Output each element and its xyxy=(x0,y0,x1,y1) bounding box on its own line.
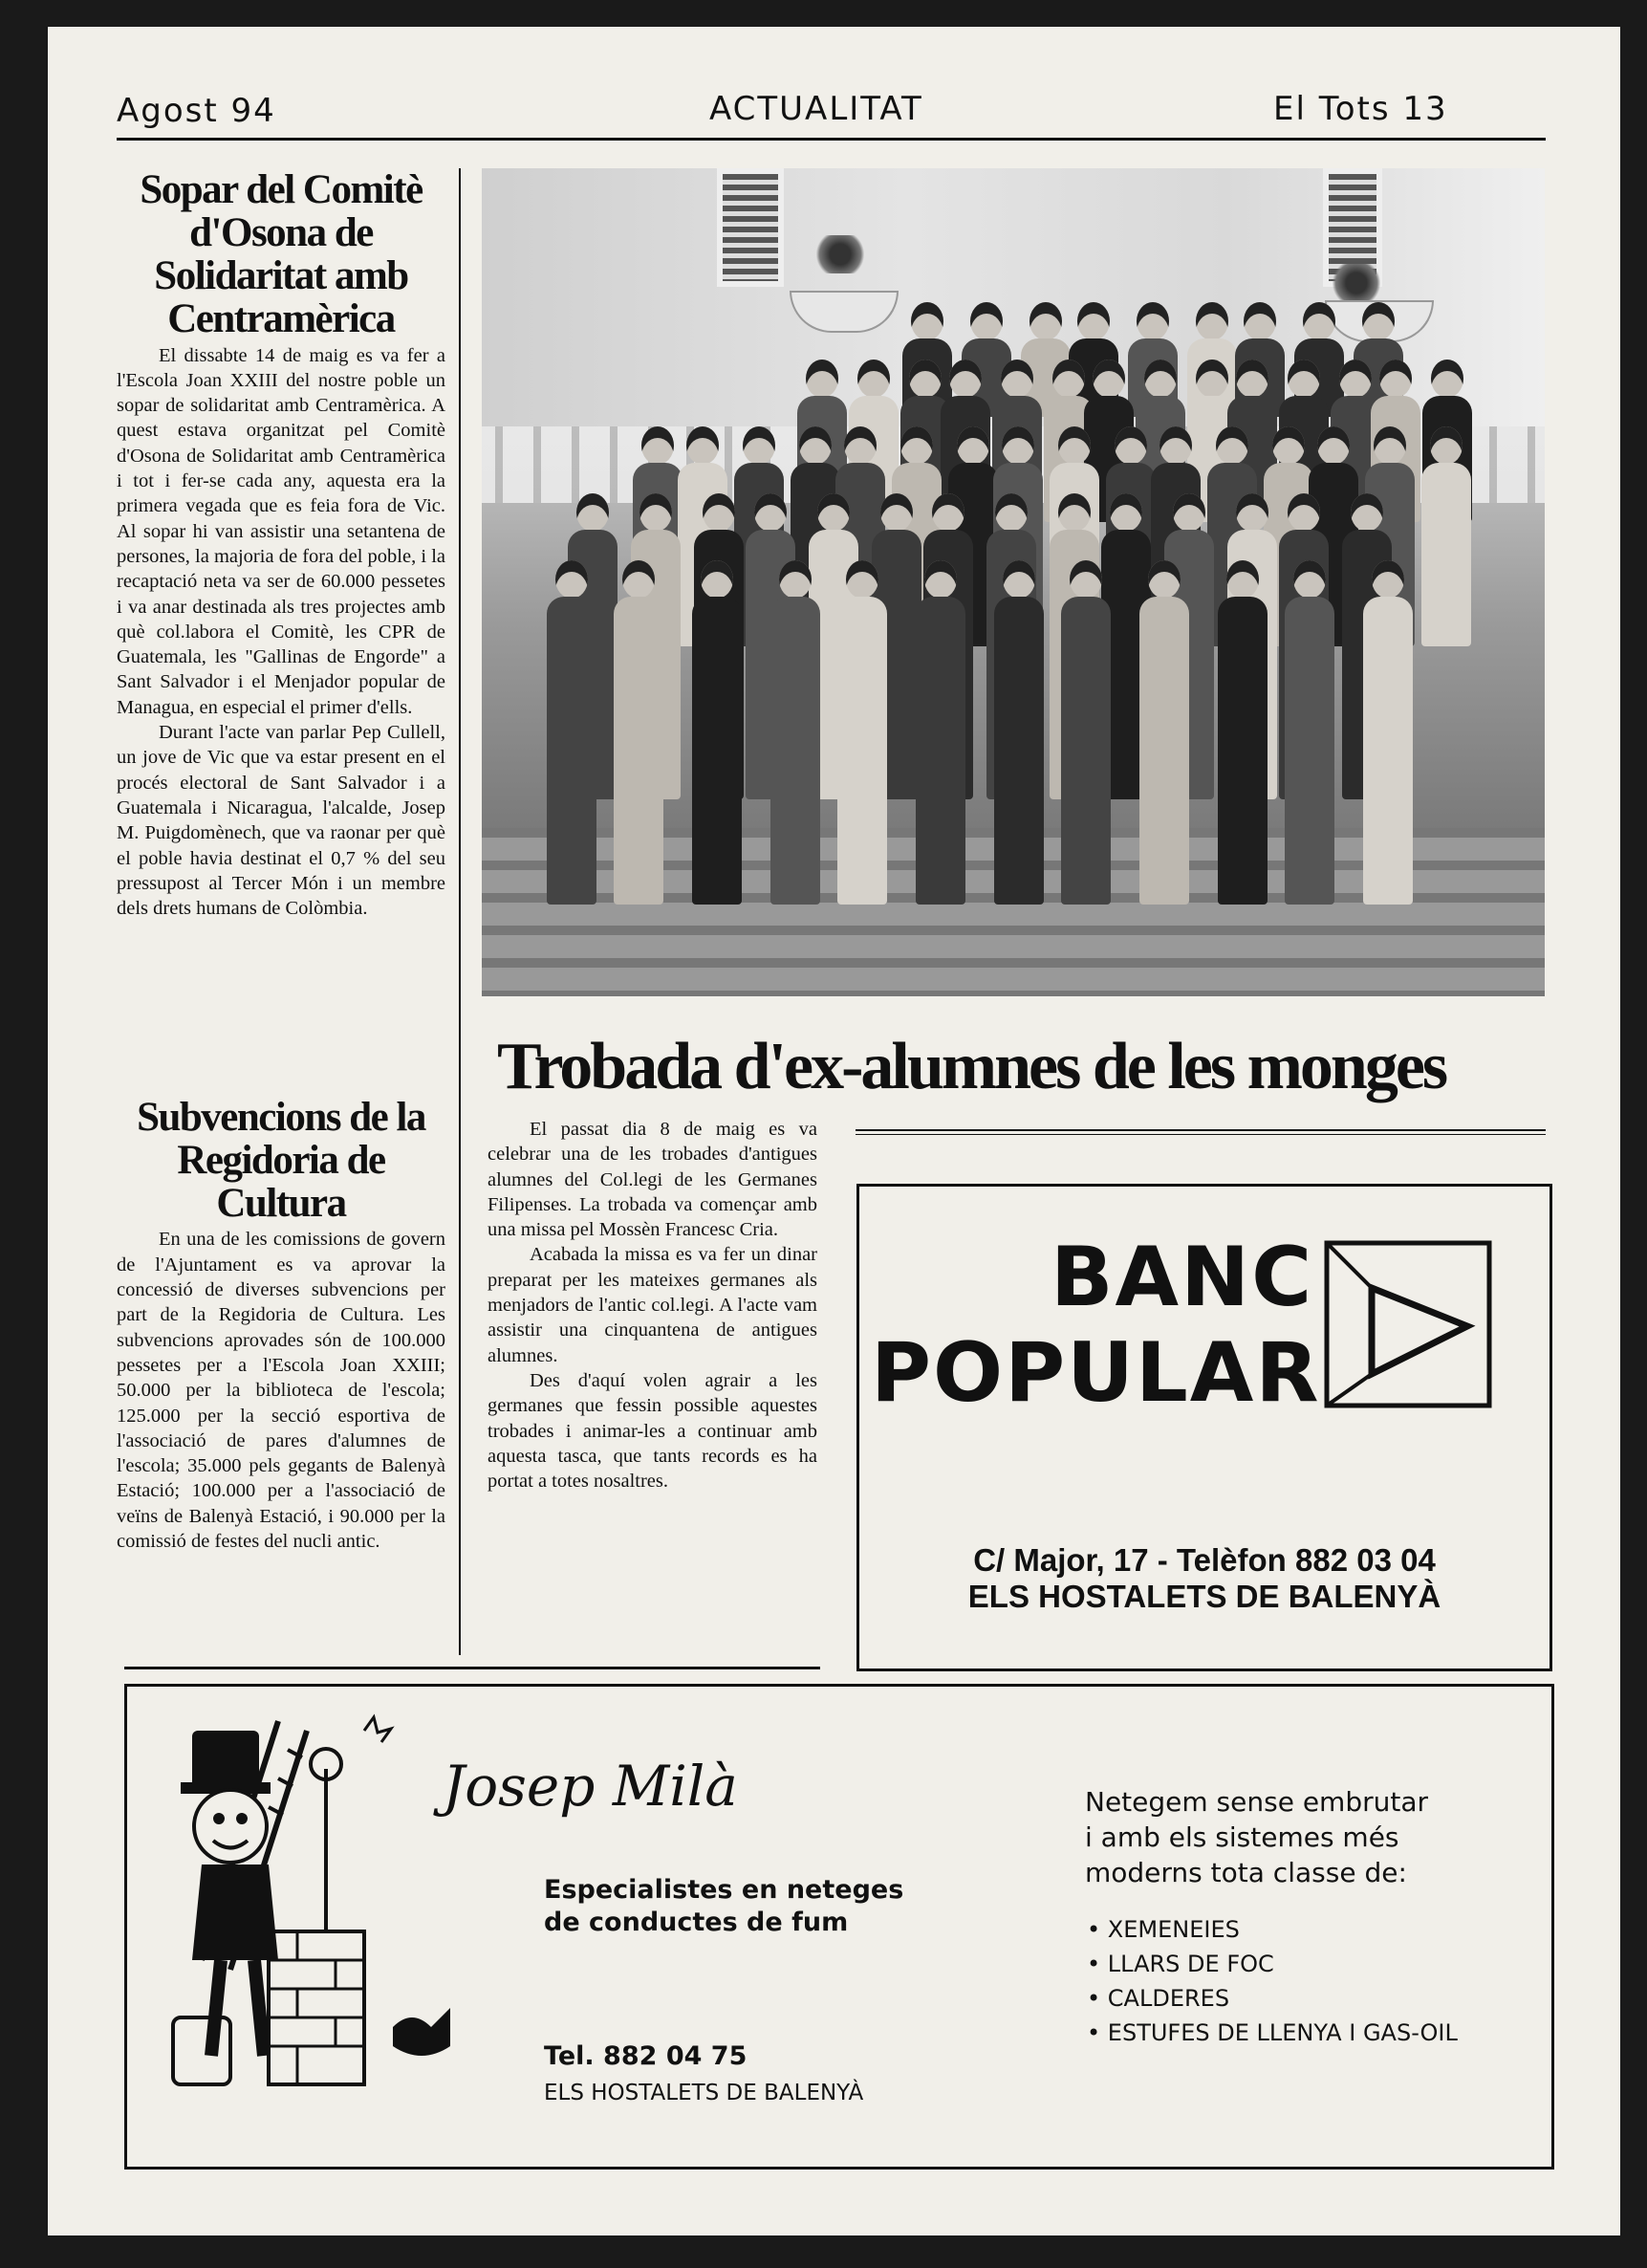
person-figure xyxy=(1218,560,1268,905)
person-head xyxy=(1236,493,1268,532)
title-rule xyxy=(856,1129,1546,1131)
josep-mila-ad xyxy=(124,1684,1554,2170)
person-head xyxy=(1288,493,1320,532)
ad-mila-service: • XEMENEIES xyxy=(1087,1912,1458,1947)
person-head xyxy=(799,426,832,465)
person-head xyxy=(844,426,877,465)
article-sopar-body xyxy=(117,343,445,922)
person-head xyxy=(932,493,964,532)
person-head xyxy=(1374,426,1406,465)
person-head xyxy=(1159,426,1192,465)
person-head xyxy=(1339,360,1372,398)
person-figure xyxy=(916,560,965,905)
person-head xyxy=(1137,302,1169,340)
person-body xyxy=(916,597,965,905)
person-figure xyxy=(1139,560,1189,905)
person-head xyxy=(1362,302,1395,340)
person-head xyxy=(754,493,787,532)
article-subvencions-body xyxy=(117,1227,445,1554)
ad-mila-intro-line3: moderns tota classe de: xyxy=(1085,1857,1407,1888)
article-trobada-paragraph: El passat dia 8 de maig es va celebrar una de les trobades d'antigues alumnes del Col.legi de les Germanes Filipenses. La trobada va començar amb una missa pel Mossèn Francesc Cria. xyxy=(488,1119,817,1241)
person-head xyxy=(1244,302,1276,340)
flower-pot-plant xyxy=(812,235,869,273)
header-page-number: El Tots 13 xyxy=(1273,90,1448,128)
bank-name-line1: BANC xyxy=(1051,1230,1314,1325)
article-trobada-body xyxy=(488,1117,817,1494)
person-head xyxy=(1002,426,1034,465)
person-head xyxy=(622,560,655,599)
person-head xyxy=(641,426,674,465)
bank-town: ELS HOSTALETS DE BALENYÀ xyxy=(967,1579,1441,1614)
person-head xyxy=(995,493,1028,532)
person-head xyxy=(555,560,588,599)
person-figure xyxy=(614,560,663,905)
person-head xyxy=(576,493,609,532)
person-head xyxy=(1077,302,1110,340)
person-head xyxy=(1148,560,1181,599)
person-head xyxy=(1293,560,1326,599)
person-head xyxy=(857,360,890,398)
section-rule xyxy=(124,1667,820,1669)
person-figure xyxy=(994,560,1044,905)
person-body xyxy=(1421,463,1471,646)
header-section: ACTUALITAT xyxy=(709,90,923,128)
person-head xyxy=(1001,360,1033,398)
flower-pot-plant xyxy=(1328,264,1385,302)
person-head xyxy=(1288,360,1320,398)
person-head xyxy=(970,302,1003,340)
person-head xyxy=(911,302,943,340)
person-head xyxy=(1144,360,1177,398)
person-figure xyxy=(1285,560,1334,905)
article-trobada-paragraph: Acabada la missa es va fer un dinar preparat per les mateixes germanes als menjadors de l'antic col.legi. A l'acte vam assistir una cinquantena de antigues alumnes. xyxy=(488,1244,817,1366)
article-subvencions-title: Subvencions de la Regidoria de Cultura xyxy=(137,1095,425,1227)
article-sopar xyxy=(117,168,445,921)
person-head xyxy=(1110,493,1142,532)
person-head xyxy=(957,426,989,465)
person-head xyxy=(1303,302,1335,340)
chimney-sweep-illustration-icon xyxy=(163,1712,479,2123)
person-head xyxy=(949,360,982,398)
person-body xyxy=(1061,597,1111,905)
person-body xyxy=(837,597,887,905)
person-head xyxy=(1196,360,1228,398)
ad-mila-intro-line1: Netegem sense embrutar xyxy=(1085,1786,1429,1818)
person-head xyxy=(924,560,957,599)
person-head xyxy=(1058,426,1091,465)
article-subvencions xyxy=(117,1096,445,1554)
person-figure xyxy=(1061,560,1111,905)
person-head xyxy=(1093,360,1125,398)
ad-mila-service: • CALDERES xyxy=(1087,1981,1458,2016)
person-head xyxy=(1070,560,1102,599)
banc-popular-logo-icon xyxy=(1324,1240,1492,1408)
ad-mila-service: • ESTUFES DE LLENYA I GAS-OIL xyxy=(1087,2016,1458,2050)
person-body xyxy=(1139,597,1189,905)
person-head xyxy=(1379,360,1412,398)
person-body xyxy=(994,597,1044,905)
person-head xyxy=(701,560,733,599)
person-head xyxy=(1236,360,1268,398)
person-head xyxy=(1029,302,1062,340)
person-figure xyxy=(547,560,596,905)
article-sopar-title: Sopar del Comitè d'Osona de Solidaritat amb Centramèrica xyxy=(140,167,423,342)
person-body xyxy=(692,597,742,905)
person-head xyxy=(1431,360,1463,398)
column-divider xyxy=(459,168,461,1655)
person-head xyxy=(703,493,735,532)
person-body xyxy=(1285,597,1334,905)
ad-mila-tagline-line1: Especialistes en neteges xyxy=(544,1875,904,1905)
person-head xyxy=(1003,560,1035,599)
banc-popular-ad xyxy=(856,1184,1552,1671)
person-head xyxy=(779,560,812,599)
ad-mila-tagline-line2: de conductes de fum xyxy=(544,1908,849,1937)
person-head xyxy=(1216,426,1248,465)
person-head xyxy=(1115,426,1147,465)
person-figure xyxy=(1421,426,1471,646)
article-subvencions-paragraph: En una de les comissions de govern de l'Ajuntament es va aprovar la concessió de diverses subvencions per part de la Regidoria de Cultura. Les subvencions aprovades són de 100.000 pessetes per a l'Escola Joan XXIII; 50.000 per la biblioteca de l'escola; 125.000 per la secció esportiva de l'associació de pares d'alumnes de l'escola; 35.000 pels gegants de Balenyà Estació; 100.000 per a l'associació de veïns de Balenyà Estació, i 90.000 per la comissió de festes del nucli antic. xyxy=(117,1229,445,1552)
person-head xyxy=(1058,493,1091,532)
person-body xyxy=(770,597,820,905)
person-body xyxy=(1218,597,1268,905)
header-rule xyxy=(117,138,1546,141)
article-trobada-paragraph: Des d'aquí volen agrair a les germanes que fessin possible aquestes trobades i animar-les a continuar amb aquesta tasca, que tants records es ha portat a totes nosaltres. xyxy=(488,1369,817,1493)
person-head xyxy=(1351,493,1383,532)
person-head xyxy=(1317,426,1350,465)
person-head xyxy=(1196,302,1228,340)
person-figure xyxy=(770,560,820,905)
title-rule xyxy=(856,1134,1546,1135)
person-head xyxy=(1372,560,1404,599)
person-head xyxy=(743,426,775,465)
article-sopar-paragraph: Durant l'acte van parlar Pep Cullell, un jove de Vic que va estar present en el procés electoral de Sant Salvador i a Guatemala i Nicaragua, l'alcalde, Josep M. Puigdomènech, que va raonar per què el poble havia destinat el 0,7 % del seu pressupost al Tercer Món i un membre dels drets humans de Colòmbia. xyxy=(117,722,445,920)
article-trobada-title: Trobada d'ex-alumnes de les monges xyxy=(497,1030,1446,1103)
bank-name-line2: POPULAR xyxy=(871,1325,1321,1421)
person-body xyxy=(614,597,663,905)
person-head xyxy=(1173,493,1205,532)
group-photo xyxy=(482,168,1545,996)
person-body xyxy=(1363,597,1413,905)
person-head xyxy=(817,493,850,532)
ad-mila-name: Josep Milà xyxy=(443,1754,738,1819)
person-head xyxy=(1430,426,1463,465)
person-figure xyxy=(837,560,887,905)
newspaper-page xyxy=(48,27,1620,2235)
person-head xyxy=(806,360,838,398)
ad-mila-intro-line2: i amb els sistemes més xyxy=(1085,1821,1399,1853)
person-head xyxy=(1272,426,1305,465)
person-head xyxy=(880,493,913,532)
person-head xyxy=(639,493,672,532)
ad-mila-services xyxy=(1087,1912,1458,2050)
person-head xyxy=(686,426,719,465)
article-sopar-paragraph: El dissabte 14 de maig es va fer a l'Escola Joan XXIII del nostre poble un sopar de solidaritat amb Centramèrica. A quest estava organitzat pel Comitè d'Osona de Solidaritat amb Centramèrica i tot i fer-se cada any, aquesta era la primera vegada que es feia fora de Vic. Al sopar hi van assistir una setantena de persones, la majoria de fora del poble, i la recaptació neta va ser de 60.000 pessetes i va anar destinada als tres projectes amb què col.labora el Comitè, les CPR de Guatemala, les "Gallinas de Engorde" a Sant Salvador i el Menjador popular de Managua, en especial el primer d'ells. xyxy=(117,344,445,718)
person-head xyxy=(1052,360,1085,398)
header-date: Agost 94 xyxy=(117,92,276,130)
person-figure xyxy=(692,560,742,905)
person-head xyxy=(909,360,942,398)
window-shutter xyxy=(717,168,784,287)
person-figure xyxy=(1363,560,1413,905)
ad-mila-service: • LLARS DE FOC xyxy=(1087,1947,1458,1981)
person-head xyxy=(846,560,878,599)
ad-mila-town: ELS HOSTALETS DE BALENYÀ xyxy=(544,2081,864,2105)
person-body xyxy=(547,597,596,905)
ad-mila-phone: Tel. 882 04 75 xyxy=(544,2041,748,2071)
person-head xyxy=(1226,560,1259,599)
person-head xyxy=(900,426,933,465)
bank-address: C/ Major, 17 - Telèfon 882 03 04 xyxy=(973,1542,1436,1578)
